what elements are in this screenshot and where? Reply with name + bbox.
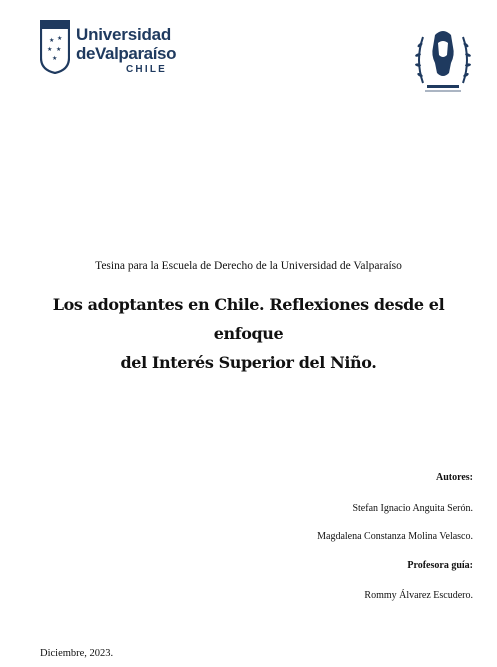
svg-text:★: ★ [56,47,62,53]
advisor-heading: Profesora guía: [407,560,473,571]
advisor-name: Rommy Álvarez Escudero. [364,590,473,601]
authors-heading: Autores: [435,472,473,483]
logo-text-line3: CHILE [126,64,167,75]
author-name: Stefan Ignacio Anguita Serón. [352,503,473,514]
thesis-subtitle: Tesina para la Escuela de Derecho de la Universidad de Valparaíso [95,260,402,272]
svg-text:★: ★ [52,56,58,62]
document-date: Diciembre, 2023. [40,648,114,659]
thesis-title [40,290,457,377]
svg-text:★: ★ [57,36,63,42]
author-name: Magdalena Constanza Molina Velasco. [317,531,473,542]
shield-icon [40,20,70,74]
thesis-title-line2: del Interés Superior del Niño. [120,353,377,372]
svg-text:★: ★ [47,47,53,53]
svg-text:★: ★ [49,38,55,44]
university-seal-icon [413,25,473,97]
logo-text-line2: deValparaíso [76,44,177,63]
logo-text-line1: Universidad [76,25,172,44]
thesis-title-line1: Los adoptantes en Chile. Reflexiones desde el enfoque [52,295,445,343]
university-logo [40,20,177,82]
